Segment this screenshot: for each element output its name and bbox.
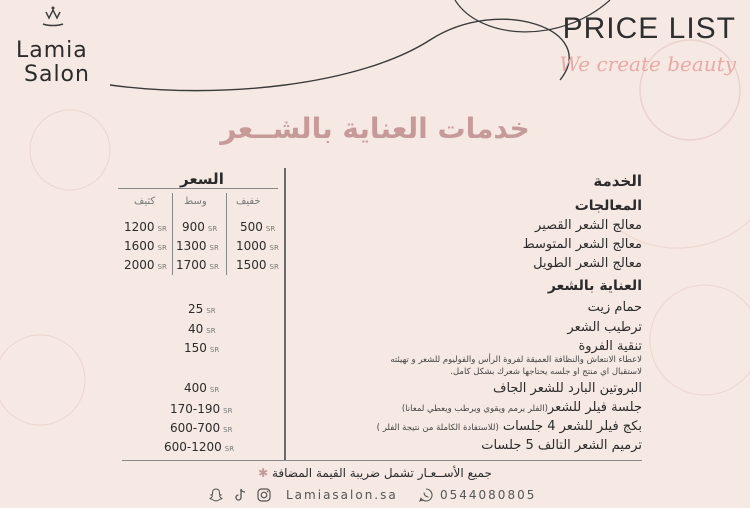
- service-filler-package: بكج فيلر للشعر 4 جلسات (للاستفادة الكاملة من نتيجة الفلر ): [376, 419, 642, 434]
- footer: [0, 486, 750, 506]
- service-long-hair-treatment: معالج الشعر الطويل: [533, 256, 642, 271]
- service-oil-bath: حمام زيت: [587, 300, 642, 315]
- medium-column-header: وسط: [184, 196, 207, 207]
- service-cold-protein: البروتين البارد للشعر الجاف: [492, 381, 642, 396]
- price-cell: 1000 SR: [236, 239, 279, 253]
- price-cell: 600-700 SR: [170, 421, 233, 435]
- tagline: We create beauty: [559, 52, 736, 76]
- price-grid-divider: [172, 193, 173, 275]
- crown-icon: [40, 6, 66, 28]
- service-hair-moisturizing: ترطيب الشعر: [567, 320, 642, 335]
- table-bottom-line: [122, 460, 642, 461]
- filler-package-note: (للاستفادة الكاملة من نتيجة الفلر ): [376, 423, 499, 433]
- price-header-underline: [118, 188, 278, 189]
- price-cell: 25 SR: [188, 302, 216, 316]
- category-treatments: المعالجات: [574, 198, 642, 214]
- instagram-icon[interactable]: [256, 487, 272, 503]
- price-cell: 40 SR: [188, 322, 216, 336]
- star-icon: ✱: [258, 466, 269, 480]
- snapchat-icon[interactable]: [208, 487, 224, 503]
- service-medium-hair-treatment: معالج الشعر المتوسط: [522, 237, 642, 252]
- price-cell: 400 SR: [184, 381, 220, 395]
- service-damaged-hair-restoration: ترميم الشعر التالف 5 جلسات: [481, 438, 642, 453]
- website-link[interactable]: Lamiasalon.sa: [286, 488, 398, 502]
- whatsapp-icon[interactable]: [418, 487, 434, 503]
- tiktok-icon[interactable]: [232, 487, 248, 503]
- price-cell: 1300 SR: [176, 239, 219, 253]
- brand-name-line2: Salon: [24, 62, 90, 87]
- service-scalp-cleansing: تنقية الفروة: [578, 339, 642, 354]
- thick-column-header: كثيف: [134, 196, 156, 207]
- category-hair-care: العناية بالشعر: [547, 278, 642, 294]
- price-cell: 1500 SR: [236, 258, 279, 272]
- scalp-note-line1: لاعطاء الانتعاش والنظافة العميقة لفروة الرأس والفوليوم للشعر و تهيئته: [390, 355, 642, 365]
- price-cell: 150 SR: [184, 341, 220, 355]
- price-list-heading: PRICE LIST: [562, 12, 736, 45]
- brand-name-line1: Lamia: [16, 38, 88, 63]
- price-cell: 2000 SR: [124, 258, 167, 272]
- price-cell: 900 SR: [182, 220, 218, 234]
- price-grid-divider: [226, 193, 227, 275]
- service-filler-session: جلسة فيلر للشعر(الفلر يرمم ويقوي ويرطب ويعطي لمعانا): [401, 400, 642, 415]
- column-divider: [284, 168, 286, 460]
- price-cell: 1200 SR: [124, 220, 167, 234]
- scalp-note-line2: لاستقبال اي منتج او جلسه يحتاجها شعرك بشكل كامل.: [450, 367, 642, 377]
- phone-number[interactable]: 0544080805: [440, 488, 537, 502]
- filler-session-note: (الفلر يرمم ويقوي ويرطب ويعطي لمعانا): [401, 404, 548, 414]
- price-cell: 1700 SR: [176, 258, 219, 272]
- tax-note: جميع الأســعـار تشمل ضريبة القيمة المضافة ✱: [258, 466, 492, 480]
- service-short-hair-treatment: معالج الشعر القصير: [535, 218, 642, 233]
- price-cell: 170-190 SR: [170, 402, 233, 416]
- price-cell: 500 SR: [240, 220, 276, 234]
- service-column-header: الخدمة: [593, 172, 642, 190]
- price-column-header: السعر: [180, 170, 224, 188]
- page-title: خدمات العناية بالشــعر: [220, 112, 530, 145]
- price-cell: 1600 SR: [124, 239, 167, 253]
- light-column-header: خفيف: [236, 196, 261, 207]
- price-cell: 600-1200 SR: [164, 440, 235, 454]
